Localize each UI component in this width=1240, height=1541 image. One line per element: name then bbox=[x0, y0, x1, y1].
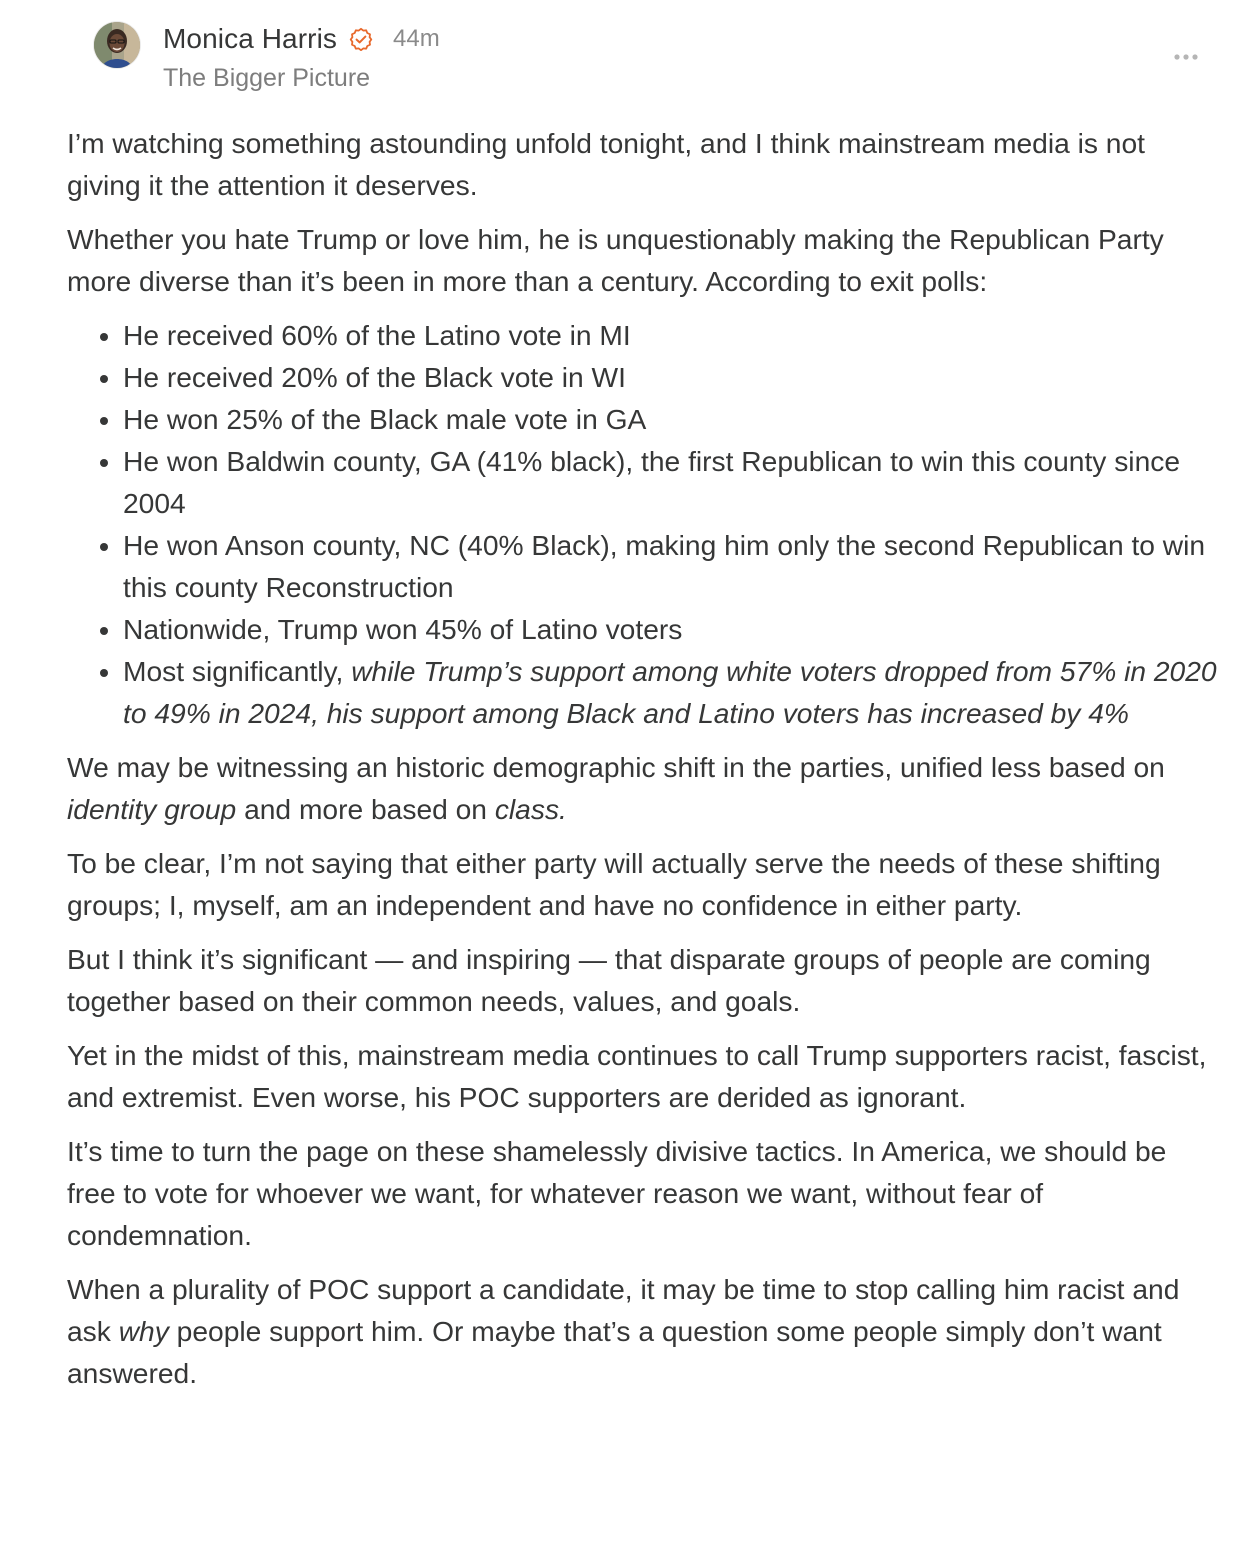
avatar-photo-icon bbox=[94, 22, 140, 68]
post-timestamp[interactable]: 44m bbox=[393, 25, 440, 52]
list-item: • He won 25% of the Black male vote in GA bbox=[123, 398, 1217, 440]
author-name[interactable]: Monica Harris bbox=[163, 23, 338, 54]
list-item: • Nationwide, Trump won 45% of Latino voters bbox=[123, 608, 1217, 650]
text-segment: people support him. Or maybe that’s a question some people simply don’t want answered. bbox=[67, 1315, 1162, 1389]
paragraph-conclusion bbox=[67, 1268, 1217, 1394]
post-header bbox=[0, 0, 1240, 110]
paragraph-intro: I’m watching something astounding unfold tonight, and I think mainstream media is not giving it the attention it deserves. bbox=[67, 127, 1145, 201]
post-body bbox=[67, 122, 1217, 1406]
emphasis-identity-group: identity group bbox=[67, 793, 237, 825]
more-horizontal-icon[interactable] bbox=[1168, 46, 1204, 68]
verified-check-icon bbox=[349, 27, 373, 51]
list-item: • He won Anson county, NC (40% Black), making him only the second Republican to win this county Reconstruction bbox=[123, 524, 1217, 608]
avatar[interactable] bbox=[94, 22, 140, 68]
list-item bbox=[123, 650, 1217, 734]
exit-poll-list bbox=[67, 314, 1217, 734]
emphasis-why: why bbox=[118, 1315, 169, 1347]
emphasis-class: class. bbox=[494, 793, 567, 825]
text-segment: We may be witnessing an historic demographic shift in the parties, unified less based on bbox=[67, 751, 1165, 783]
paragraph-media: Yet in the midst of this, mainstream media continues to call Trump supporters racist, fascist, and extremist. Even worse, his POC supporters are derided as ignorant. bbox=[67, 1039, 1207, 1113]
list-item-italic: while Trump’s support among white voters dropped from 57% in 2020 to 49% in 2024, his support among Black and Latino voters has increased by 4% bbox=[123, 655, 1217, 729]
text-segment: and more based on bbox=[236, 793, 495, 825]
list-item: • He received 20% of the Black vote in WI bbox=[123, 356, 1217, 398]
paragraph-demographic-shift bbox=[67, 746, 1217, 830]
publication-name[interactable]: The Bigger Picture bbox=[163, 64, 371, 92]
list-item: • He won Baldwin county, GA (41% black), the first Republican to win this county since 2004 bbox=[123, 440, 1217, 524]
author-line bbox=[163, 22, 440, 56]
paragraph-exit-polls: Whether you hate Trump or love him, he is unquestionably making the Republican Party more diverse than it’s been in more than a century. According to exit polls: bbox=[67, 223, 1164, 297]
paragraph-inspiring: But I think it’s significant — and inspiring — that disparate groups of people are coming together based on their common needs, values, and goals. bbox=[67, 943, 1151, 1017]
list-item: • He received 60% of the Latino vote in MI bbox=[123, 314, 1217, 356]
paragraph-turn-the-page: It’s time to turn the page on these shamelessly divisive tactics. In America, we should be free to vote for whoever we want, for whatever reason we want, without fear of condemnation. bbox=[67, 1135, 1167, 1251]
paragraph-independent: To be clear, I’m not saying that either party will actually serve the needs of these shifting groups; I, myself, am an independent and have no confidence in either party. bbox=[67, 847, 1161, 921]
text-segment: When a plurality of POC support a candidate, it may be time to stop calling him racist and ask bbox=[67, 1273, 1180, 1347]
list-item-lead: Most significantly, bbox=[123, 655, 352, 687]
